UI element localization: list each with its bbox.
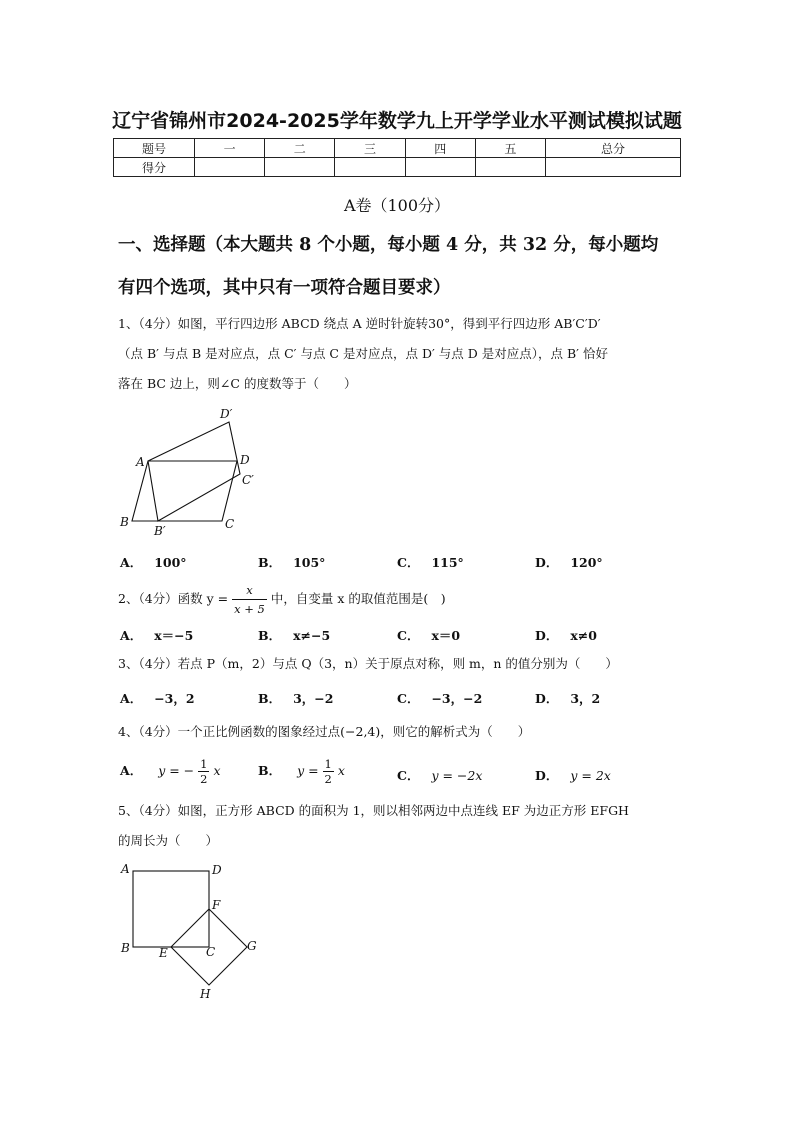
score-cell[interactable] — [405, 158, 475, 177]
option-letter: B． — [258, 763, 282, 778]
q1-parallelogram-figure — [112, 402, 272, 542]
option-text: x＝−5 — [154, 628, 194, 643]
q5-label-H: H — [200, 987, 211, 1001]
q4-option-c[interactable] — [397, 766, 482, 784]
option-expr-pre: y = − — [158, 763, 195, 778]
option-letter: C． — [397, 768, 420, 783]
q1-option-b[interactable] — [258, 553, 325, 571]
option-text: −3，−2 — [431, 691, 483, 706]
q4-stem: 4、（4分）一个正比例函数的图象经过点(−2,4)，则它的解析式为（ ） — [118, 724, 531, 739]
frac-denominator: 2 — [324, 772, 332, 786]
option-text: 115° — [431, 555, 464, 570]
option-expr-post: x — [213, 763, 221, 778]
q3-option-d[interactable] — [535, 689, 600, 707]
q3-option-a[interactable] — [120, 689, 195, 707]
option-fraction — [323, 757, 334, 786]
q1-label-C-prime: C′ — [242, 473, 254, 487]
option-expr-pre: y = — [297, 763, 323, 778]
volume-heading: A卷（100分） — [343, 196, 451, 215]
q3-option-b[interactable] — [258, 689, 333, 707]
q1-label-B: B — [120, 515, 129, 529]
q5-label-D: D — [212, 863, 222, 877]
option-text: 3，−2 — [293, 691, 334, 706]
q1-label-D: D — [240, 453, 250, 467]
score-header-cell: 题号 — [114, 139, 195, 158]
score-header-cell: 二 — [265, 139, 335, 158]
q2-suffix: 中，自变量 x 的取值范围是( ) — [270, 591, 446, 606]
q5-label-A: A — [121, 862, 130, 876]
q1-label-B-prime: B′ — [154, 524, 166, 538]
q2-option-c[interactable] — [397, 626, 460, 644]
q5-label-C: C — [206, 945, 216, 959]
score-table-header-row — [114, 139, 681, 158]
q4-option-a[interactable] — [120, 757, 221, 786]
q4-option-d[interactable] — [535, 766, 611, 784]
option-letter: D． — [535, 628, 559, 643]
frac-numerator: 1 — [324, 757, 332, 771]
score-row-label: 得分 — [114, 158, 195, 177]
score-table — [113, 138, 681, 177]
option-letter: A． — [120, 763, 143, 778]
score-header-cell: 五 — [475, 139, 545, 158]
option-text: 105° — [293, 555, 326, 570]
section-heading-line2: 有四个选项，其中只有一项符合题目要求） — [118, 278, 451, 298]
q5-label-F: F — [212, 898, 221, 912]
q1-label-D-prime: D′ — [220, 407, 233, 421]
option-letter: B． — [258, 691, 282, 706]
option-letter: D． — [535, 691, 559, 706]
option-letter: C． — [397, 628, 420, 643]
q1-option-a[interactable] — [120, 553, 187, 571]
option-text: −3，2 — [154, 691, 195, 706]
score-header-cell: 一 — [195, 139, 265, 158]
q2-option-a[interactable] — [120, 626, 193, 644]
q4-option-b[interactable] — [258, 757, 345, 786]
score-header-cell: 三 — [335, 139, 405, 158]
option-text: x≠0 — [570, 628, 597, 643]
exam-title: 辽宁省锦州市2024-2025学年数学九上开学学业水平测试模拟试题 — [112, 110, 682, 132]
q3-option-c[interactable] — [397, 689, 482, 707]
score-header-cell: 总分 — [546, 139, 681, 158]
option-letter: A． — [120, 628, 143, 643]
q1-label-C: C — [225, 517, 235, 531]
option-letter: D． — [535, 768, 559, 783]
score-header-cell: 四 — [405, 139, 475, 158]
option-text: x≠−5 — [293, 628, 331, 643]
q1-option-c[interactable] — [397, 553, 464, 571]
option-text: y = 2x — [570, 768, 611, 783]
q2-option-d[interactable] — [535, 626, 597, 644]
option-letter: B． — [258, 555, 282, 570]
score-table-row — [114, 158, 681, 177]
q5-line2: 的周长为（ ） — [118, 833, 219, 848]
option-letter: A． — [120, 691, 143, 706]
q5-label-G: G — [247, 939, 257, 953]
option-letter: D． — [535, 555, 559, 570]
score-cell[interactable] — [195, 158, 265, 177]
q3-stem: 3、（4分）若点 P（m，2）与点 Q（3，n）关于原点对称，则 m，n 的值分别为（ ） — [118, 656, 618, 671]
q5-square-figure — [112, 858, 272, 1006]
option-letter: B． — [258, 628, 282, 643]
option-text: 120° — [570, 555, 603, 570]
option-letter: C． — [397, 691, 420, 706]
score-cell[interactable] — [546, 158, 681, 177]
q1-line2: （点 B′ 与点 B 是对应点，点 C′ 与点 C 是对应点，点 D′ 与点 D 是对应点），点 B′ 恰好 — [118, 346, 608, 361]
q2-frac-numerator: x — [232, 581, 267, 600]
frac-numerator: 1 — [200, 757, 208, 771]
q1-line1: 1、（4分）如图，平行四边形 ABCD 绕点 A 逆时针旋转30°，得到平行四边形 AB′C′D′ — [118, 316, 601, 331]
q5-line1: 5、（4分）如图，正方形 ABCD 的面积为 1，则以相邻两边中点连线 EF 为边正方形 EFGH — [118, 803, 629, 818]
q2-stem — [118, 581, 688, 618]
q2-frac-denominator: x + 5 — [234, 602, 265, 616]
q2-prefix: 2、（4分）函数 y = — [118, 591, 229, 606]
frac-denominator: 2 — [200, 772, 208, 786]
q1-label-A: A — [136, 455, 145, 469]
score-cell[interactable] — [335, 158, 405, 177]
option-expr-post: x — [337, 763, 345, 778]
option-letter: A． — [120, 555, 143, 570]
option-text: 100° — [154, 555, 187, 570]
q5-label-E: E — [159, 946, 168, 960]
q2-option-b[interactable] — [258, 626, 330, 644]
section-heading-line1: 一、选择题（本大题共 8 个小题，每小题 4 分，共 32 分，每小题均 — [118, 235, 659, 255]
option-text: 3，2 — [570, 691, 601, 706]
q5-label-B: B — [121, 941, 130, 955]
option-letter: C． — [397, 555, 420, 570]
q2-fraction — [232, 581, 267, 618]
q1-line3: 落在 BC 边上，则∠C 的度数等于（ ） — [118, 376, 357, 391]
option-text: y = −2x — [431, 768, 483, 783]
q1-option-d[interactable] — [535, 553, 603, 571]
option-text: x＝0 — [431, 628, 461, 643]
option-fraction — [198, 757, 209, 786]
score-cell[interactable] — [475, 158, 545, 177]
score-cell[interactable] — [265, 158, 335, 177]
